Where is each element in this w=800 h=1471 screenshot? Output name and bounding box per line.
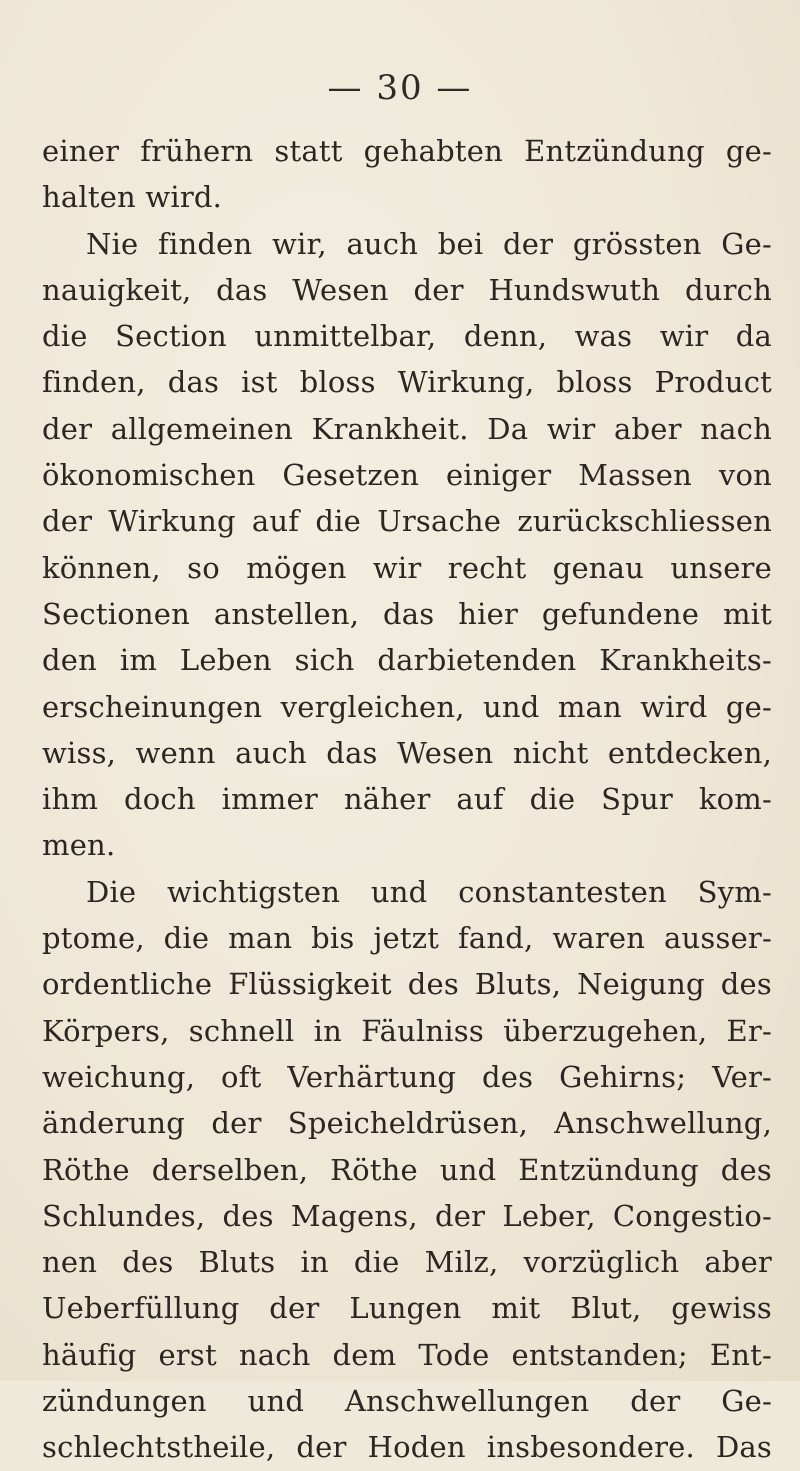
text-line: können, so mögen wir recht genau unsere xyxy=(42,550,772,585)
text-line: häufig erst nach dem Tode entstanden; Ent- xyxy=(42,1337,772,1372)
text-line: erscheinungen vergleichen, und man wird ge- xyxy=(42,689,772,724)
text-line: änderung der Speicheldrüsen, Anschwellung, xyxy=(42,1106,772,1141)
text-line: den im Leben sich darbietenden Krankheits- xyxy=(42,643,772,678)
text-line: halten wird. xyxy=(42,180,223,215)
text-line: Ueberfüllung der Lungen mit Blut, gewiss xyxy=(42,1291,772,1326)
text-line: zündungen und Anschwellungen der Ge- xyxy=(42,1384,772,1419)
text-line: der allgemeinen Krankheit. Da wir aber nach xyxy=(42,411,772,446)
text-line: Die wichtigsten und constantesten Sym- xyxy=(86,874,772,909)
text-line: nen des Bluts in die Milz, vorzüglich aber xyxy=(42,1245,772,1280)
text-line: einer frühern statt gehabten Entzündung ge- xyxy=(42,134,772,168)
text-line: ökonomischen Gesetzen einiger Massen von xyxy=(42,458,772,493)
text-line: Sectionen anstellen, das hier gefundene mit xyxy=(42,596,772,631)
text-line: finden, das ist bloss Wirkung, bloss Product xyxy=(42,365,772,400)
text-line: ordentliche Flüssigkeit des Bluts, Neigung des xyxy=(42,967,772,1002)
body-text xyxy=(42,128,772,1471)
text-line: ptome, die man bis jetzt fand, waren ausser- xyxy=(42,921,772,956)
page-number: — 30 — xyxy=(327,68,473,108)
text-line: men. xyxy=(42,828,116,863)
text-line: schlechtstheile, der Hoden insbesondere. Das xyxy=(42,1430,772,1465)
text-line: der Wirkung auf die Ursache zurückschliessen xyxy=(42,504,772,539)
text-line: Schlundes, des Magens, der Leber, Congestio- xyxy=(42,1198,772,1233)
text-line: ihm doch immer näher auf die Spur kom- xyxy=(42,782,772,817)
text-line: nauigkeit, das Wesen der Hundswuth durch xyxy=(42,272,772,307)
text-line: weichung, oft Verhärtung des Gehirns; Ver- xyxy=(42,1059,772,1094)
text-line: die Section unmittelbar, denn, was wir da xyxy=(42,319,772,354)
text-line: wiss, wenn auch das Wesen nicht entdecken, xyxy=(42,735,772,770)
text-line: Nie finden wir, auch bei der grössten Ge- xyxy=(86,226,772,261)
text-line: Körpers, schnell in Fäulniss überzugehen, Er- xyxy=(42,1013,772,1048)
text-line: Röthe derselben, Röthe und Entzündung des xyxy=(42,1152,772,1187)
